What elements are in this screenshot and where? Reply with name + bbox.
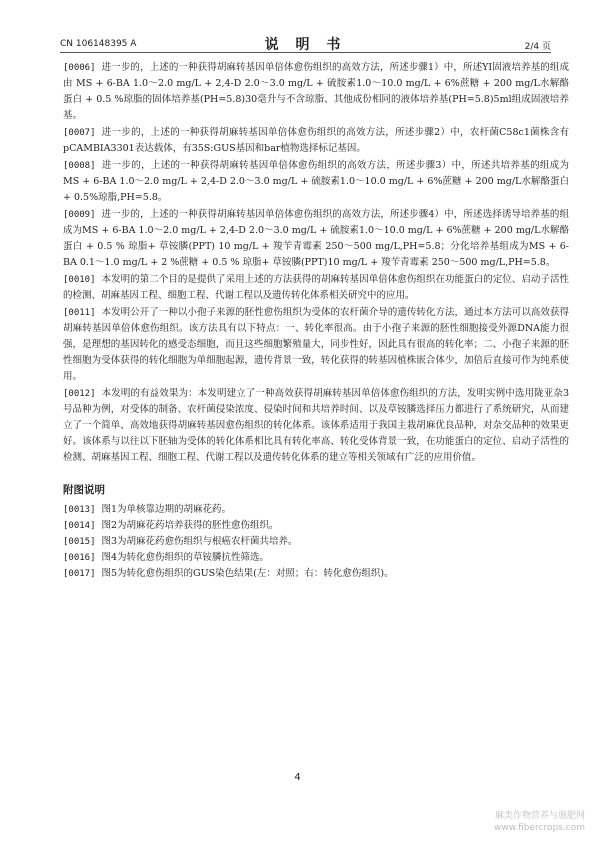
paragraph-0012 — [63, 386, 569, 466]
paragraph-text: 进一步的，上述的一种获得胡麻转基因单倍体愈伤组织的高效方法，所述步骤3）中，所述共培养基的组成为MS + 6-BA 1.0～2.0 mg/L + 2,4-D 2.0～3.0 mg/L + 硫胺素1.0～10.0 mg/L + 6%蔗糖 + 200 mg/L水解酪蛋白 + 0.5%琼脂,PH=5.8。 — [63, 160, 569, 203]
figure-caption-text: 图1为单核靠边期的胡麻花药。 — [101, 504, 232, 515]
figure-caption-0017 — [63, 566, 569, 582]
document-title: 说 明 书 — [264, 37, 347, 53]
figure-caption-text: 图2为胡麻花药培养获得的胚性愈伤组织。 — [101, 520, 279, 531]
figures-section-title: 附图说明 — [63, 484, 105, 496]
figure-caption-0013 — [63, 502, 569, 518]
figure-caption-0016 — [63, 550, 569, 566]
paragraph-number: [0012] — [63, 389, 96, 399]
paragraph-number: [0008] — [63, 161, 96, 171]
paragraph-text: 本发明的第二个目的是提供了采用上述的方法获得的胡麻转基因单倍体愈伤组织在功能蛋白的定位、启动子活性的检测、胡麻基因工程、细胞工程、代谢工程以及遗传转化体系相关研究中的应用。 — [63, 274, 569, 301]
paragraph-number: [0015] — [63, 537, 96, 547]
publication-number: CN 106148395 A — [60, 39, 137, 49]
paragraph-0011 — [63, 305, 569, 385]
paragraph-0007 — [63, 125, 569, 157]
document-body — [63, 60, 569, 582]
paragraph-0006 — [63, 60, 569, 124]
paragraph-number: [0007] — [63, 128, 96, 138]
figure-caption-0015 — [63, 534, 569, 550]
watermark-line-2: www.fibercrops.com — [494, 823, 585, 833]
paragraph-number: [0006] — [63, 63, 96, 73]
page-number: 4 — [294, 772, 301, 783]
paragraph-text: 进一步的，上述的一种获得胡麻转基因单倍体愈伤组织的高效方法，所述步骤1）中，所述YI固液培养基的组成由 MS + 6-BA 1.0～2.0 mg/L + 2,4-D 2.0～3.0 mg/L + 硫胺素1.0～10.0 mg/L + 6%蔗糖 + 200 mg/L水解酪蛋白 + 0.5 %琼脂的固体培养基(PH=5.8)30毫升与不含琼脂、其他成份相同的液体培养基(PH=5.8)5ml组成固液培养基。 — [63, 62, 569, 121]
paragraph-text: 进一步的，上述的一种获得胡麻转基因单倍体愈伤组织的高效方法，所述步骤4）中，所述选择诱导培养基的组成为MS + 6-BA 1.0～2.0 mg/L + 2,4-D 2.0～3.0 mg/L + 硫胺素1.0～10.0 mg/L + 6%蔗糖 + 200 mg/L水解酪蛋白 + 0.5 % 琼脂+ 草铵膦(PPT) 10 mg/L + 羧苄青霉素 250～500 mg/L,PH=5.8；分化培养基组成为MS + 6-BA 0.1～1.0 mg/L + 2 %蔗糖 + 0.5 % 琼脂+ 草铵膦(PPT)10 mg/L + 羧苄青霉素 250～500 mg/L,PH=5.8。 — [63, 209, 569, 268]
figure-caption-text: 图5为转化愈伤组织的GUS染色结果(左：对照；右：转化愈伤组织)。 — [101, 568, 394, 579]
paragraph-number: [0011] — [63, 308, 96, 318]
paragraph-0009 — [63, 207, 569, 271]
paragraph-number: [0016] — [63, 553, 96, 563]
figure-caption-0014 — [63, 518, 569, 534]
paragraph-0008 — [63, 158, 569, 206]
watermark-line-1: 麻类作物营养与施肥网 — [494, 811, 585, 821]
page-header — [60, 34, 551, 53]
page-info: 2/4 页 — [524, 42, 551, 52]
paragraph-0010 — [63, 272, 569, 304]
paragraph-text: 本发明公开了一种以小孢子来源的胚性愈伤组织为受体的农杆菌介导的遗传转化方法，通过本方法可以高效获得胡麻转基因单倍体愈伤组织。该方法具有以下特点：一、转化率很高。由于小孢子来源的胚性细胞接受外源DNA能力很强，是理想的基因转化的感受态细胞，而且这些细胞繁殖量大，同步性好，因此具有很高的转化率；二、小孢子来源的胚性细胞为受体获得的转化细胞为单细胞起源，遗传背景一致，转化获得的转基因植株嵌合体少，加倍后直接可作为纯系使用。 — [63, 307, 569, 382]
paragraph-number: [0010] — [63, 275, 96, 285]
paragraph-text: 本发明的有益效果为：本发明建立了一种高效获得胡麻转基因单倍体愈伤组织的方法，发明实例中选用陇亚杂3号品种为例，对受体的制备、农杆菌侵染浓度、侵染时间和共培养时间、以及草铵膦选择压力都进行了系统研究，从而建立了一个简单、高效地获得胡麻转基因愈伤组织的转化体系。该体系适用于我国主栽胡麻优良品种，对杂交品种的效果更好。该体系与以往以下胚轴为受体的转化体系相比具有转化率高、转化受体背景一致，在功能蛋白的定位、启动子活性的检测、胡麻基因工程、细胞工程、代谢工程以及遗传转化体系的建立等相关领域有广泛的应用价值。 — [63, 388, 569, 463]
figure-caption-text: 图3为胡麻花药愈伤组织与根癌农杆菌共培养。 — [101, 536, 298, 547]
paragraph-number: [0017] — [63, 569, 96, 579]
paragraph-text: 进一步的，上述的一种获得胡麻转基因单倍体愈伤组织的高效方法，所述步骤2）中，农杆菌C58c1菌株含有pCAMBIA3301表达载体，有35S:GUS基因和bar植物选择标记基因。 — [63, 127, 569, 154]
paragraph-number: [0009] — [63, 210, 96, 220]
watermark — [494, 810, 585, 834]
figure-caption-text: 图4为转化愈伤组织的草铵膦抗性筛选。 — [101, 552, 270, 563]
paragraph-number: [0014] — [63, 521, 96, 531]
paragraph-number: [0013] — [63, 505, 96, 515]
